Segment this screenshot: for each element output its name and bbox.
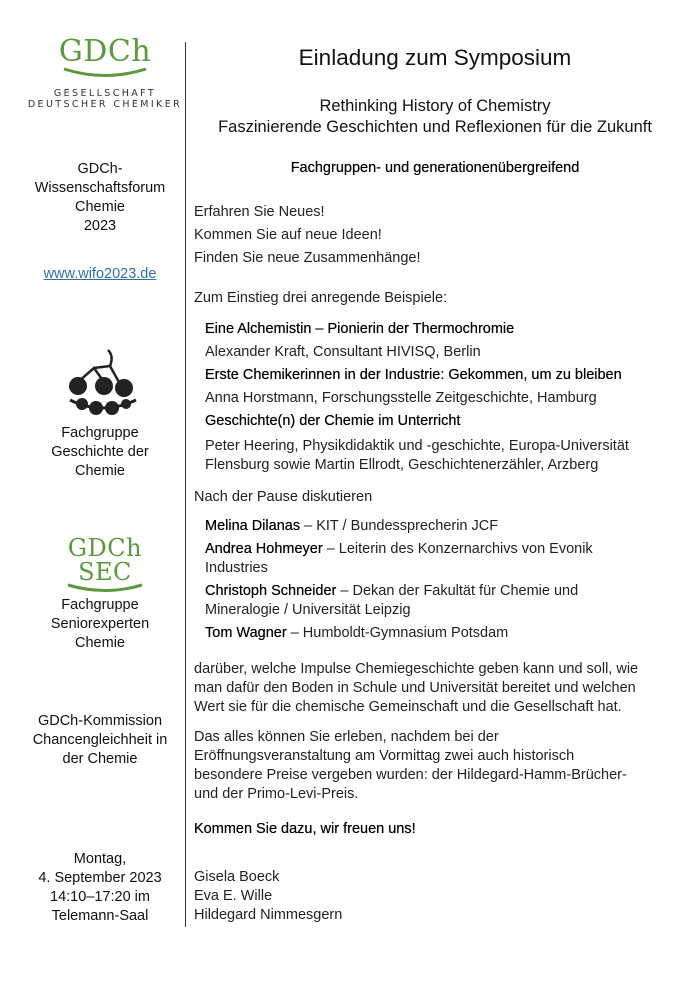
org-name-line: DEUTSCHER CHEMIKER bbox=[27, 99, 183, 110]
org-name bbox=[20, 88, 190, 110]
sec-logo-line: GDCh bbox=[67, 534, 143, 562]
panel-name: Christoph Schneider bbox=[205, 583, 337, 599]
group-senior bbox=[20, 596, 180, 653]
intro-line: Erfahren Sie Neues! bbox=[194, 204, 325, 220]
paragraph-impulse bbox=[194, 660, 680, 717]
column-divider bbox=[185, 42, 186, 927]
commission-line: Chancengleichheit in bbox=[32, 732, 168, 748]
paragraph-line: man dafür den Boden in Schule und Universität bereitet und welchen bbox=[194, 680, 636, 696]
gdch-logo: GDCh bbox=[58, 34, 152, 69]
closing-line: Kommen Sie dazu, wir freuen uns! bbox=[194, 821, 416, 837]
group-line: Seniorexperten bbox=[50, 616, 150, 632]
commission-line: der Chemie bbox=[62, 751, 138, 767]
forum-line: Wissenschaftsforum bbox=[34, 180, 166, 196]
intro-line: Kommen Sie auf neue Ideen! bbox=[194, 227, 382, 243]
date-line: 14:10–17:20 im bbox=[50, 889, 150, 905]
intro bbox=[194, 201, 680, 270]
paragraph-line: Wert sie für die chemische Gemeinschaft und die Gesellschaft hat. bbox=[194, 699, 622, 715]
page-title: Einladung zum Symposium bbox=[298, 45, 572, 70]
panel-role: – Leiterin des Konzernarchivs von Evonik bbox=[326, 541, 593, 557]
tagline: Fachgruppen- und generationenübergreifend bbox=[290, 160, 580, 176]
panel-lead: Nach der Pause diskutieren bbox=[194, 489, 373, 505]
paragraph-line: besondere Preise vergeben wurden: der Hildegard-Hamm-Brücher- bbox=[194, 767, 627, 783]
example-speaker: Anna Horstmann, Forschungsstelle Zeitgeschichte, Hamburg bbox=[205, 390, 597, 406]
examples-lead: Zum Einstieg drei anregende Beispiele: bbox=[194, 290, 448, 306]
subtitle bbox=[190, 96, 680, 138]
panel-item bbox=[205, 582, 675, 620]
signatures bbox=[194, 868, 680, 925]
website-link[interactable]: www.wifo2023.de bbox=[43, 266, 157, 282]
group-line: Fachgruppe bbox=[61, 597, 139, 613]
panel-role: – KIT / Bundessprecherin JCF bbox=[304, 518, 499, 534]
group-history bbox=[20, 424, 180, 481]
group-line: Fachgruppe bbox=[61, 425, 139, 441]
examples-list bbox=[205, 318, 675, 475]
event-date bbox=[20, 850, 180, 926]
panel-item bbox=[205, 517, 675, 536]
sec-logo-line: SEC bbox=[78, 558, 132, 586]
panel-role: – Dekan der Fakultät für Chemie und bbox=[340, 583, 579, 599]
example-speaker: Peter Heering, Physikdidaktik und -geschichte, Europa-Universität bbox=[205, 438, 629, 454]
commission-line: GDCh-Kommission bbox=[37, 713, 163, 729]
panel-name: Melina Dilanas bbox=[205, 518, 301, 534]
paragraph-line: und der Primo-Levi-Preis. bbox=[194, 786, 359, 802]
panel-item bbox=[205, 624, 675, 643]
sec-logo-swoosh-icon bbox=[64, 582, 146, 594]
example-title: Erste Chemikerinnen in der Industrie: Gekommen, um zu bleiben bbox=[205, 367, 622, 383]
gdch-logo-swoosh-icon bbox=[60, 66, 150, 80]
panel-role: Mineralogie / Universität Leipzig bbox=[205, 602, 411, 618]
signature-name: Hildegard Nimmesgern bbox=[194, 907, 343, 923]
forum-info bbox=[20, 160, 180, 236]
group-line: Chemie bbox=[75, 635, 125, 651]
chemistry-history-logo-icon bbox=[64, 346, 140, 418]
signature-name: Eva E. Wille bbox=[194, 888, 273, 904]
panel-name: Andrea Hohmeyer bbox=[205, 541, 323, 557]
paragraph-line: darüber, welche Impulse Chemiegeschichte geben kann und soll, wie bbox=[194, 661, 639, 677]
example-speaker: Alexander Kraft, Consultant HIVISQ, Berlin bbox=[205, 344, 481, 360]
paragraph-line: Eröffnungsveranstaltung am Vormittag zwei auch historisch bbox=[194, 748, 575, 764]
date-line: 4. September 2023 bbox=[38, 870, 162, 886]
org-name-line: GESELLSCHAFT bbox=[53, 88, 157, 99]
panel-role: – Humboldt-Gymnasium Potsdam bbox=[290, 625, 509, 641]
panel-role: Industries bbox=[205, 560, 268, 576]
example-speaker: Flensburg sowie Martin Ellrodt, Geschichtenerzähler, Arzberg bbox=[205, 457, 599, 473]
forum-line: GDCh- bbox=[77, 161, 123, 177]
group-line: Chemie bbox=[75, 463, 125, 479]
paragraph-line: Das alles können Sie erleben, nachdem bei der bbox=[194, 729, 499, 745]
date-line: Telemann-Saal bbox=[51, 908, 149, 924]
signature-name: Gisela Boeck bbox=[194, 869, 280, 885]
panel-list bbox=[205, 517, 675, 643]
paragraph-awards bbox=[194, 728, 680, 804]
intro-line: Finden Sie neue Zusammenhänge! bbox=[194, 250, 421, 266]
date-line: Montag, bbox=[73, 851, 127, 867]
group-line: Geschichte der bbox=[51, 444, 149, 460]
forum-line: Chemie bbox=[75, 199, 125, 215]
sec-logo bbox=[45, 536, 165, 584]
example-title: Geschichte(n) der Chemie im Unterricht bbox=[205, 413, 461, 429]
example-title: Eine Alchemistin – Pionierin der Thermochromie bbox=[205, 321, 515, 337]
subtitle-line: Faszinierende Geschichten und Reflexionen für die Zukunft bbox=[218, 118, 652, 136]
commission bbox=[20, 712, 180, 769]
panel-name: Tom Wagner bbox=[205, 625, 287, 641]
forum-line: 2023 bbox=[83, 218, 117, 234]
panel-item bbox=[205, 540, 675, 578]
subtitle-line: Rethinking History of Chemistry bbox=[319, 97, 551, 115]
